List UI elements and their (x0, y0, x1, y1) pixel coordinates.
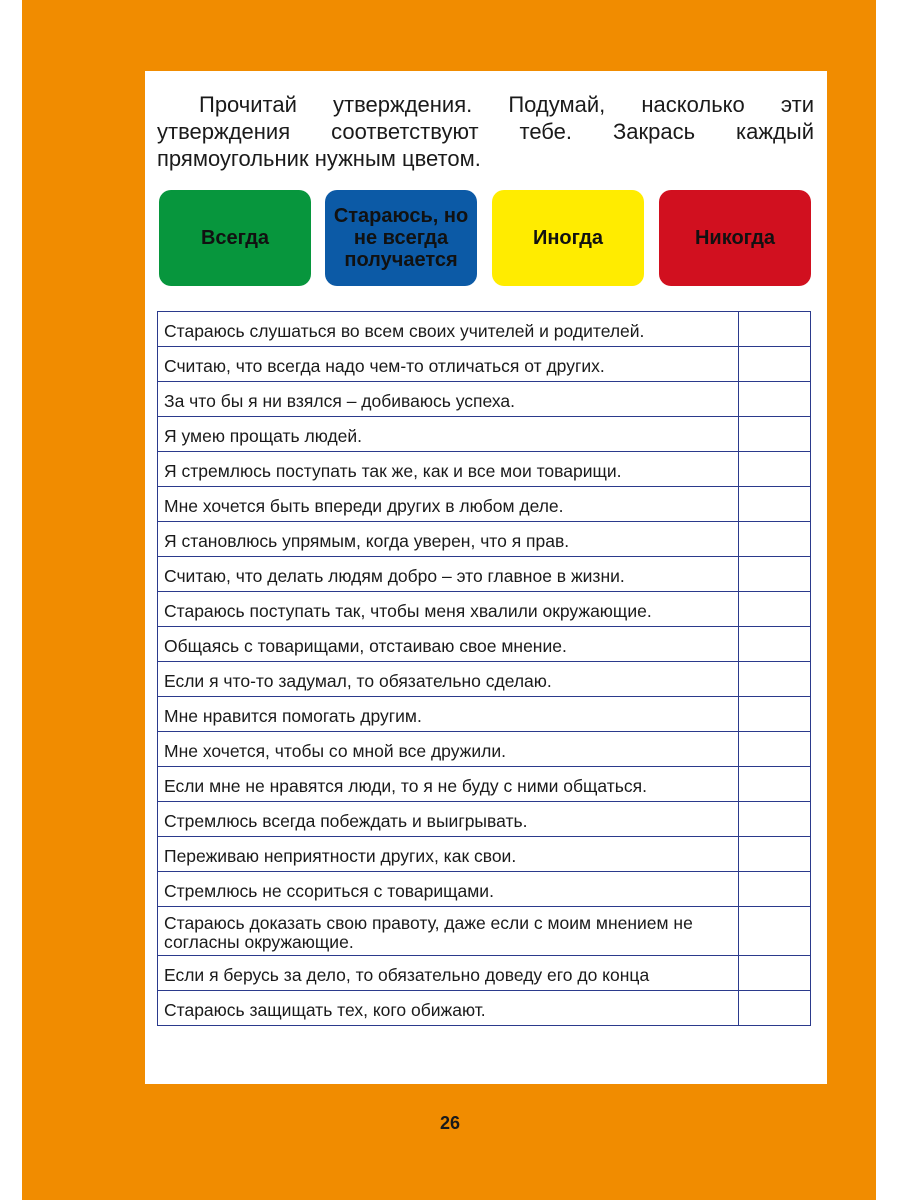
statement-text: Если мне не нравятся люди, то я не буду с ними общаться. (158, 767, 739, 802)
color-box[interactable] (739, 487, 811, 522)
legend-trying: Стараюсь, но не всегда получается (325, 190, 477, 286)
color-box[interactable] (739, 872, 811, 907)
statement-text: Я стремлюсь поступать так же, как и все мои товарищи. (158, 452, 739, 487)
table-row (158, 382, 811, 417)
statement-text: Стремлюсь не ссориться с товарищами. (158, 872, 739, 907)
legend-never: Никогда (659, 190, 811, 286)
table-row (158, 837, 811, 872)
statement-text: Мне нравится помогать другим. (158, 697, 739, 732)
statement-text: Переживаю неприятности других, как свои. (158, 837, 739, 872)
statement-text: Стараюсь поступать так, чтобы меня хвалили окружающие. (158, 592, 739, 627)
statement-text: Стараюсь слушаться во всем своих учителей и родителей. (158, 312, 739, 347)
color-box[interactable] (739, 452, 811, 487)
statement-text: Мне хочется, чтобы со мной все дружили. (158, 732, 739, 767)
legend-always: Всегда (159, 190, 311, 286)
color-box[interactable] (739, 991, 811, 1026)
table-row (158, 452, 811, 487)
statement-text: Я становлюсь упрямым, когда уверен, что я прав. (158, 522, 739, 557)
statement-text: Считаю, что делать людям добро – это главное в жизни. (158, 557, 739, 592)
table-row (158, 557, 811, 592)
color-box[interactable] (739, 697, 811, 732)
statement-text: Общаясь с товарищами, отстаиваю свое мнение. (158, 627, 739, 662)
table-row (158, 347, 811, 382)
statement-text: Если я берусь за дело, то обязательно доведу его до конца (158, 956, 739, 991)
table-row (158, 956, 811, 991)
color-box[interactable] (739, 312, 811, 347)
table-row (158, 592, 811, 627)
color-box[interactable] (739, 907, 811, 956)
statement-text: За что бы я ни взялся – добиваюсь успеха. (158, 382, 739, 417)
color-box[interactable] (739, 522, 811, 557)
legend-sometimes: Иногда (492, 190, 644, 286)
table-row (158, 872, 811, 907)
table-row (158, 417, 811, 452)
statement-text: Стараюсь доказать свою правоту, даже если с моим мнением не согласны окружающие. (158, 907, 739, 956)
statement-text: Мне хочется быть впереди других в любом деле. (158, 487, 739, 522)
page-number: 26 (439, 1113, 461, 1133)
statements-table (157, 311, 811, 1026)
color-box[interactable] (739, 592, 811, 627)
table-row (158, 697, 811, 732)
instruction-text: Прочитай утверждения. Подумай, насколько эти утверждения соответствуют тебе. Закрась каждый прямоугольник нужным цветом. (157, 92, 814, 171)
statement-text: Если я что-то задумал, то обязательно сделаю. (158, 662, 739, 697)
table-row (158, 991, 811, 1026)
color-box[interactable] (739, 802, 811, 837)
table-row (158, 522, 811, 557)
table-row (158, 662, 811, 697)
color-box[interactable] (739, 382, 811, 417)
color-box[interactable] (739, 767, 811, 802)
color-box[interactable] (739, 837, 811, 872)
color-box[interactable] (739, 557, 811, 592)
table-row (158, 907, 811, 956)
table-row (158, 732, 811, 767)
color-box[interactable] (739, 662, 811, 697)
table-row (158, 312, 811, 347)
statement-text: Я умею прощать людей. (158, 417, 739, 452)
color-legend (159, 190, 812, 286)
table-row (158, 767, 811, 802)
worksheet (145, 71, 827, 1084)
color-box[interactable] (739, 627, 811, 662)
color-box[interactable] (739, 956, 811, 991)
color-box[interactable] (739, 417, 811, 452)
table-row (158, 627, 811, 662)
statement-text: Стремлюсь всегда побеждать и выигрывать. (158, 802, 739, 837)
color-box[interactable] (739, 732, 811, 767)
table-row (158, 802, 811, 837)
statement-text: Стараюсь защищать тех, кого обижают. (158, 991, 739, 1026)
statement-text: Считаю, что всегда надо чем-то отличаться от других. (158, 347, 739, 382)
color-box[interactable] (739, 347, 811, 382)
table-row (158, 487, 811, 522)
